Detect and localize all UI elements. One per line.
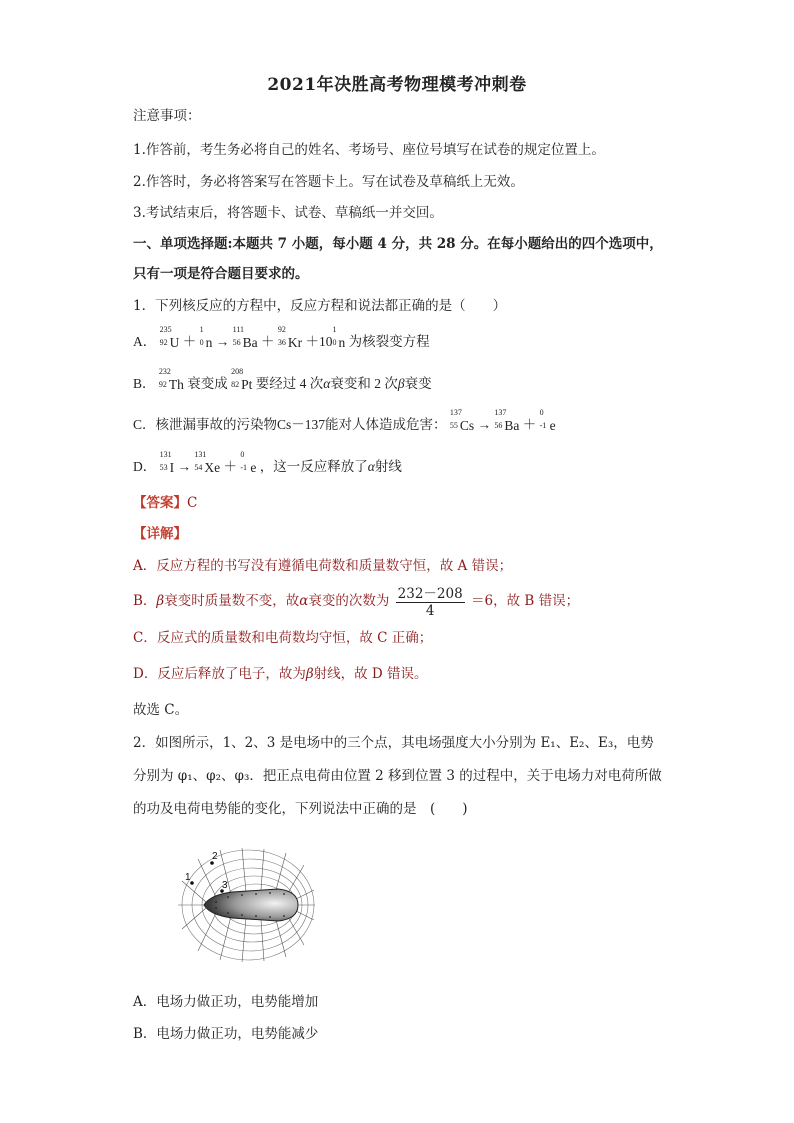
point-label-2: 2 <box>212 851 218 862</box>
notice-heading: 注意事项： <box>133 108 201 124</box>
question-2-line3: 的功及电荷电势能的变化，下列说法中正确的是 ( ) <box>133 801 468 817</box>
q1-option-c: C．核泄漏事故的污染物Cs－137能对人体造成危害： 137 55 Cs → 137 56 Ba ＋ 0 -1 e <box>133 407 556 433</box>
q1-answer: 【答案】C <box>133 495 198 511</box>
notice-item-3: 3.考试结束后，将答题卡、试卷、草稿纸一并交回。 <box>133 205 443 221</box>
q2-option-b: B．电场力做正功，电势能减少 <box>133 1026 319 1042</box>
section-heading-line1: 一、单项选择题:本题共 7 小题，每小题 4 分，共 28 分。在每小题给出的四个选项中， <box>133 236 663 252</box>
point-label-3: 3 <box>222 880 228 891</box>
electric-field-figure <box>176 845 316 970</box>
q1-explain-b: B．β衰变时质量数不变，故α衰变的次数为 $\frac{232-208}{4}$ ＝6，故 B 错误； <box>133 586 580 619</box>
q1-option-a: A． 235 92 U ＋ 1 0 n → 111 56 Ba ＋ 92 36 Kr ＋10 1 0 n 为核裂变方程 <box>133 324 430 350</box>
point-label-1: 1 <box>185 872 191 883</box>
q1-explain-a: A．反应方程的书写没有遵循电荷数和质量数守恒，故 A 错误； <box>133 558 513 574</box>
question-1-stem: 1．下列核反应的方程中，反应方程和说法都正确的是（ ） <box>133 298 507 314</box>
q2-option-a: A．电场力做正功，电势能增加 <box>133 994 319 1010</box>
q1-detail-label: 【详解】 <box>133 526 187 542</box>
notice-item-1: 1.作答前，考生务必将自己的姓名、考场号、座位号填写在试卷的规定位置上。 <box>133 142 605 158</box>
page-title: 2021年决胜高考物理模考冲刺卷 <box>267 75 527 95</box>
notice-item-2: 2.作答时，务必将答案写在答题卡上。写在试卷及草稿纸上无效。 <box>133 174 524 190</box>
q1-conclusion: 故选 C。 <box>133 702 189 718</box>
q1-explain-c: C．反应式的质量数和电荷数均守恒，故 C 正确； <box>133 630 433 646</box>
section-heading-line2: 只有一项是符合题目要求的。 <box>133 266 309 282</box>
q1-explain-d: D．反应后释放了电子，故为β射线，故 D 错误。 <box>133 666 428 682</box>
q1-option-b: B． 232 92 Th 衰变成 208 82 Pt 要经过 4 次α衰变和 2 次β衰变 <box>133 366 432 392</box>
q1-option-d: D． 131 53 I → 131 54 Xe ＋ 0 -1 e ，这一反应释放了α射线 <box>133 449 402 475</box>
question-2-line2: 分别为 φ₁、φ₂、φ₃．把正点电荷由位置 2 移到位置 3 的过程中，关于电场力对电荷所做 <box>133 768 662 784</box>
question-2-line1: 2．如图所示，1、2、3 是电场中的三个点，其电场强度大小分别为 E₁、E₂、E₃，电势 <box>133 735 654 751</box>
